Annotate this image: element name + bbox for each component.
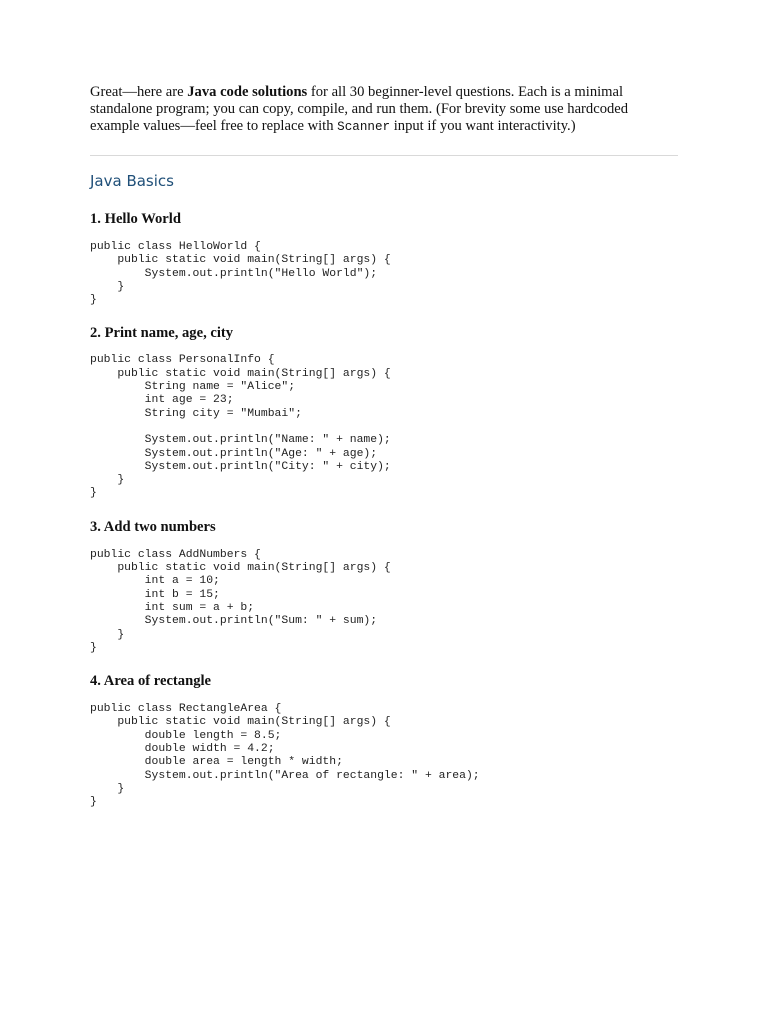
problem-4-code-block: public class RectangleArea { public static void main(String[] args) { double length = 8.5; double width = 4.2; double area = length * width; System.out.println("Area of rectangle: " + area); } }: [90, 703, 480, 809]
intro-paragraph: [90, 84, 678, 136]
intro-inline-code: Scanner: [337, 120, 391, 134]
problem-1-title: 1. Hello World: [90, 211, 181, 227]
problem-4-title: 4. Area of rectangle: [90, 673, 212, 690]
intro-text-part-1: Great—here are: [90, 84, 188, 100]
problem-3-title: 3. Add two numbers: [90, 518, 216, 535]
intro-text-part-2: for all 30 beginner-level questions. Each is a minimal standalone program; you can copy, compile, and run them. (For brevity some use hardcoded example values—feel free to replace with: [90, 84, 629, 134]
document-page: [90, 84, 678, 810]
problem-3-code-block: public class AddNumbers { public static void main(String[] args) { int a = 10; int b = 15; int sum = a + b; System.out.println("Sum: " + sum); } }: [90, 548, 391, 654]
section-heading: Java Basics: [90, 172, 174, 190]
problem-1-code-block: public class HelloWorld { public static void main(String[] args) { System.out.println("Hello World"); } }: [90, 241, 391, 307]
problem-2-code-block: public class PersonalInfo { public static void main(String[] args) { String name = "Alice"; int age = 23; String city = "Mumbai"; System.out.println("Name: " + name); System.out.println("Age: " + age); System.out.println("City: " + city); } }: [90, 354, 391, 500]
intro-text-part-3: input if you want interactivity.): [390, 118, 576, 134]
problem-2-title: 2. Print name, age, city: [90, 325, 234, 342]
intro-bold-phrase: Java code solutions: [187, 84, 308, 100]
horizontal-divider: [90, 155, 678, 156]
